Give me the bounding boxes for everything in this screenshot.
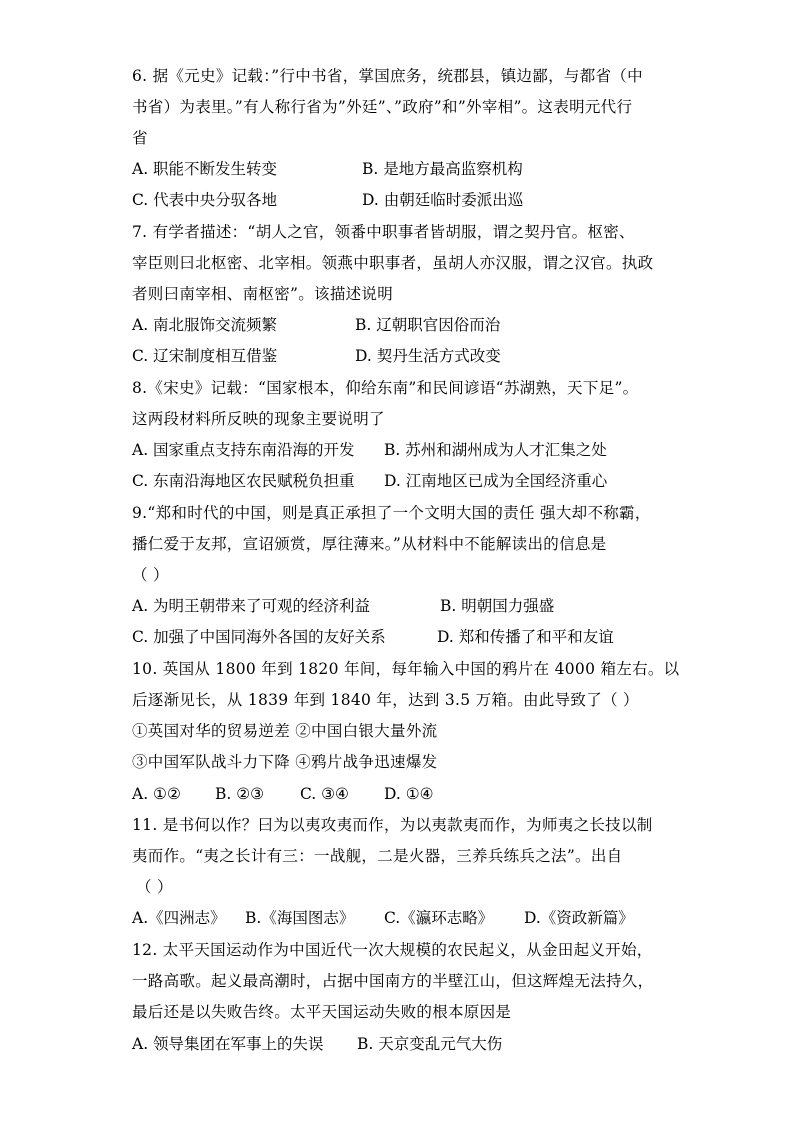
- q11-option-b: B.《海国图志》: [245, 909, 355, 927]
- q7-line-1: 7. 有学者描述：“胡人之官，领番中职事者皆胡服，谓之契丹官。枢密、: [132, 223, 635, 241]
- q10-option-b: B. ②③: [215, 785, 265, 803]
- q10-option-c: C. ③④: [300, 785, 349, 803]
- q6-option-b: B. 是地方最高监察机构: [362, 160, 523, 178]
- q12-line-3: 最后还是以失败告终。太平天国运动失败的根本原因是: [132, 1003, 512, 1021]
- q10-statement-3-4: ③中国军队战斗力下降 ④鸦片战争迅速爆发: [132, 753, 438, 771]
- q8-option-b: B. 苏州和湖州成为人才汇集之处: [384, 441, 607, 459]
- q9-option-b: B. 明朝国力强盛: [440, 597, 555, 615]
- q11-line-2: 夷而作。“夷之长计有三：一战舰，二是火器，三养兵练兵之法”。出自: [132, 847, 623, 865]
- q9-option-d: D. 郑和传播了和平和友谊: [437, 628, 614, 646]
- q7-line-2: 宰臣则曰北枢密、北宰相。领燕中职事者，虽胡人亦汉服，谓之汉官。执政: [132, 254, 654, 272]
- q6-line-1: 6. 据《元史》记载：”行中书省，掌国庶务，统郡县，镇边鄙，与都省（中: [132, 67, 643, 85]
- q10-line-2: 后逐渐见长，从 1839 年到 1840 年，达到 3.5 万箱。由此导致了（ ）: [132, 691, 639, 709]
- q8-option-c: C. 东南沿海地区农民赋税负担重: [132, 472, 355, 490]
- q12-option-b: B. 天京变乱元气大伤: [357, 1035, 503, 1053]
- q9-option-c: C. 加强了中国同海外各国的友好关系: [132, 628, 386, 646]
- q9-line-2: 播仁爱于友邦，宣诏颁赏，厚往薄来。”从材料中不能解读出的信息是: [132, 535, 607, 553]
- q6-option-d: D. 由朝廷临时委派出巡: [362, 191, 524, 209]
- q9-line-1: 9.“郑和时代的中国，则是真正承担了一个文明大国的责任 强大却不称霸，: [132, 504, 651, 522]
- q9-option-a: A. 为明王朝带来了可观的经济利益: [132, 597, 371, 615]
- q12-option-a: A. 领导集团在军事上的失误: [132, 1035, 324, 1053]
- q7-option-c: C. 辽宋制度相互借鉴: [132, 347, 278, 365]
- q8-line-2: 这两段材料所反映的现象主要说明了: [132, 410, 385, 428]
- q10-option-a: A. ①②: [132, 785, 181, 803]
- q11-option-a: A.《四洲志》: [132, 909, 226, 927]
- q8-line-1: 8.《宋史》记载：“国家根本，仰给东南”和民间谚语“苏湖熟，天下足”。: [132, 379, 639, 397]
- q7-option-d: D. 契丹生活方式改变: [355, 347, 501, 365]
- q11-line-1: 11. 是书何以作？曰为以夷攻夷而作，为以夷款夷而作，为师夷之长技以制: [132, 816, 653, 834]
- q6-line-2: 书省）为表里。”有人称行省为”外廷”、”政府”和”外宰相”。这表明元代行: [132, 98, 633, 116]
- q10-option-d: D. ①④: [384, 785, 434, 803]
- q6-line-3: 省: [132, 129, 148, 147]
- q8-option-d: D. 江南地区已成为全国经济重心: [384, 472, 608, 490]
- q6-option-c: C. 代表中央分驭各地: [132, 191, 278, 209]
- q12-line-2: 一路高歌。起义最高潮时，占据中国南方的半壁江山，但这辉煌无法持久，: [132, 972, 654, 990]
- q8-option-a: A. 国家重点支持东南沿海的开发: [132, 441, 355, 459]
- q6-option-a: A. 职能不断发生转变: [132, 160, 278, 178]
- q10-statement-1-2: ①英国对华的贸易逆差 ②中国白银大量外流: [132, 722, 438, 740]
- q7-line-3: 者则曰南宰相、南枢密”。该描述说明: [132, 285, 394, 303]
- q12-line-1: 12. 太平天国运动作为中国近代一次大规模的农民起义，从金田起义开始，: [132, 941, 653, 959]
- q7-option-a: A. 南北服饰交流频繁: [132, 316, 278, 334]
- q11-option-d: D.《资政新篇》: [524, 909, 634, 927]
- q10-line-1: 10. 英国从 1800 年到 1820 年间，每年输入中国的鸦片在 4000 箱左右。以: [132, 660, 680, 678]
- q7-option-b: B. 辽朝职官因俗而治: [355, 316, 501, 334]
- q11-option-c: C.《瀛环志略》: [384, 909, 494, 927]
- q11-answer-blank: （ ）: [136, 878, 173, 896]
- q9-answer-blank: （ ）: [132, 566, 169, 584]
